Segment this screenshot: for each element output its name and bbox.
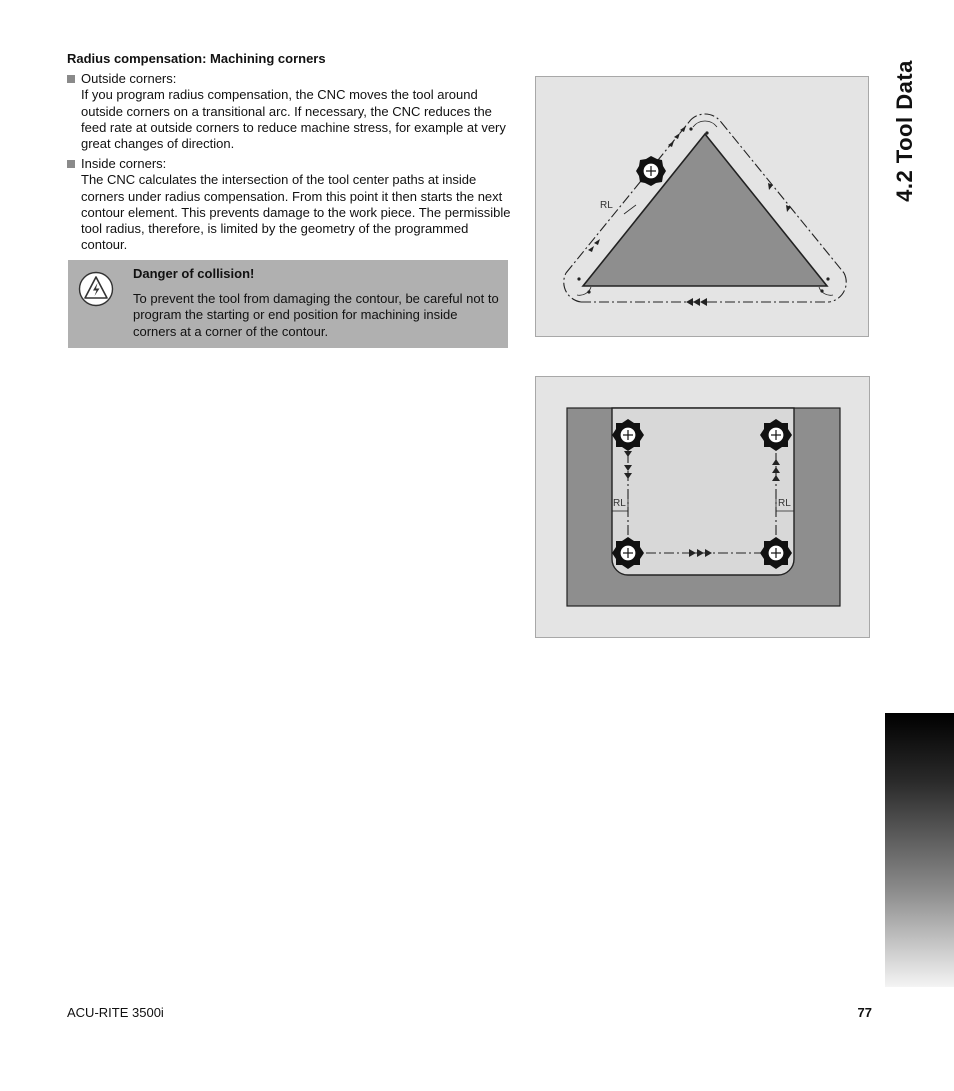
bullet-text: The CNC calculates the intersection of the tool center paths at inside corners under radius compensation. From this point it then starts the next contour element. This prevents damage to the work piece. The permissible tool radius, therefore, is limited by the geometry of the programmed contour. <box>81 172 511 253</box>
outside-corners-figure <box>535 76 869 337</box>
bullet-outside-corners <box>67 71 512 152</box>
footer-product: ACU-RITE 3500i <box>67 1005 164 1020</box>
bullet-lead: Outside corners: <box>81 71 177 86</box>
bullet-text: If you program radius compensation, the CNC moves the tool around outside corners on a transitional arc. If necessary, the CNC reduces the feed rate at outside corners to reduce machine stress, for example at very great changes of direction. <box>81 87 506 152</box>
warning-title: Danger of collision! <box>133 266 255 281</box>
milling-tool-icon <box>612 537 644 569</box>
bullet-square-icon <box>67 75 75 83</box>
bullet-inside-corners <box>67 156 512 254</box>
section-heading: Radius compensation: Machining corners <box>67 51 326 66</box>
inside-corners-diagram <box>536 377 869 637</box>
inside-rl-label-right: RL <box>778 498 791 509</box>
bullet-lead: Inside corners: <box>81 156 167 171</box>
warning-text: To prevent the tool from damaging the contour, be careful not to program the starting or end position for machining inside corners at a corner of the contour. <box>133 291 499 339</box>
footer-page-number: 77 <box>857 1005 872 1020</box>
outside-rl-label: RL <box>600 200 613 211</box>
chapter-gradient-tab <box>885 713 954 987</box>
bullet-square-icon <box>67 160 75 168</box>
outside-corners-diagram <box>536 77 868 336</box>
milling-tool-icon <box>760 537 792 569</box>
inside-rl-label-left: RL <box>613 498 626 509</box>
milling-tool-icon <box>636 156 666 186</box>
milling-tool-icon <box>612 419 644 451</box>
inside-corners-figure <box>535 376 870 638</box>
warning-triangle-icon <box>78 271 114 307</box>
milling-tool-icon <box>760 419 792 451</box>
collision-warning-box <box>68 260 508 348</box>
